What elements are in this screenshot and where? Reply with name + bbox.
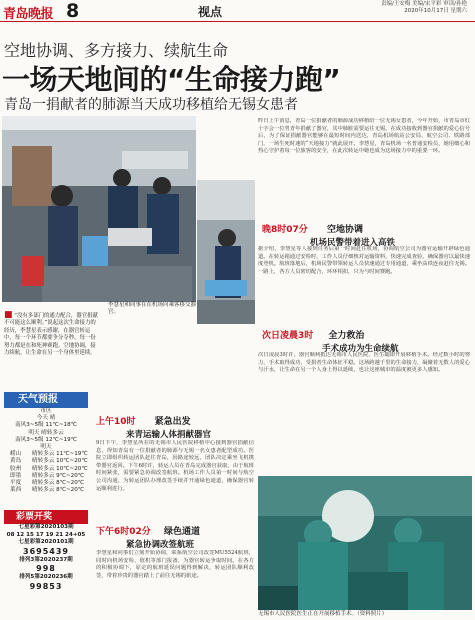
issue-date: 2020年10月17日 星期六 [404,8,467,14]
time-heading-2 [96,524,200,550]
time-sub: 机场民警带着进入高铁 [310,238,396,248]
time-label: 下午6时02分 [96,527,151,537]
city-name: 莱西 [10,487,22,494]
time-heading-1 [96,414,211,440]
city-forecast: 晴转多云 10℃~20℃ [32,458,88,465]
page-number: 8 [66,0,80,22]
lottery-box [4,510,88,592]
time-title: 全力救治 [328,331,365,341]
surgery-illustration [258,476,472,610]
pull-quote-text: “没有多部门的通力配合，器官捐献不可能这么顺利。”说起这次生命接力的经历，李慧星表示感谢，在器官转运中，每一个环节都要争分夺秒，每一份努力都是在和死神赛跑。空地协调，接力续航，让生命在另一个身体里延续。 [4,313,98,357]
article-end: 次日凌晨3时许，器官顺利抵达无锡市人民医院，医生随即开展移植手术。经过数小时的努力，手术取得成功，受捐者生命体征平稳。这场跨越千里的生命接力，凝聚着无数人的爱心与汗水，让生命在另一个人身上得以延续，也让这座城市的温度被更多人感知。 [258,352,470,374]
weather-tomorrow: 明天 晴转多云 [28,429,64,436]
city-forecast: 晴转多云 8℃~20℃ [32,480,85,487]
time-title: 绿色通道 [163,527,200,537]
time-heading-3 [262,222,395,248]
city-forecast: 晴转多云 9℃~20℃ [32,472,85,479]
weather-box [4,392,88,512]
time-title: 空地协调 [326,225,363,235]
city-name: 即墨 [10,472,22,479]
airport-photo-caption: 李慧星和同事在在机场向乘客移交器官。 [108,302,197,315]
weather-area: 市区 [40,408,52,414]
weather-city [4,458,88,465]
transport-illustration [197,180,255,324]
time-sub: 紧急协调改签航班 [126,540,195,550]
time-sub: 来青运输人体捐献器官 [126,430,212,440]
hospital-photo [258,476,472,610]
quote-mark-icon: ■ [4,310,13,320]
subhead: 青岛一捐献者的肺源当天成功移植给无锡女患者 [4,97,298,113]
city-name: 黄岛 [10,458,22,465]
lottery-label: 七星彩第2020101期 [18,539,74,546]
article-left-bottom: 李慧星和同事们立刻开始协调，联系航空公司改签MU5524航班，同时向机场安检、值机等部门报备，为器官转运争取时间。在各方的积极协调下，原定的航班延误问题得到解决，转运团队顺利改签，带着珍贵的器官踏上了前往无锡的旅途。 [96,550,254,579]
weather-city [4,487,88,494]
lottery-numbers: 998 [36,564,56,574]
hospital-photo-caption: 无锡市人民医院医生正在开展移植手术。（资料照片） [258,611,388,617]
article-left: 9日下午，李慧星所在的无锡市人民医院移植中心接到器官捐献信息，得知青岛有一位捐献者的肺源与无锡一名女患者配型成功。医院立即组织转运团队赶往青岛，因路途较远，团队决定乘坐飞机携带器官返回。下午6时许，转运人员在青岛完成器官获取，由于航班时间紧张，需要紧急协调改签航班。机场工作人员第一时间与航空公司沟通，为转运团队办理改签手续并开通绿色通道，确保器官转运顺利进行。 [96,440,254,492]
kicker: 空地协调、多方接力、续航生命 [4,41,229,60]
section-title: 视点 [198,5,223,19]
article-mid: 据介绍，李慧星等人接到任务后第一时间赶往机场，协调航空公司为器官运输开辟绿色通道。在转运箱通过安检时，工作人员仔细核对运输资料，快速完成查验，确保器官以最快速度登机。航班落地后，机场民警带领转运人员快速通过专用通道，乘坐高铁连夜赶往无锡。一路上，各方人员密切配合，环环相扣，只为与时间赛跑。 [258,246,470,275]
transport-photo [197,180,255,324]
city-forecast: 晴转多云 8℃~20℃ [32,487,85,494]
article-intro: 昨日上午消息，青岛一位捐献者的肺源成功移植给一位无锡女患者，今年开始，市青岛市红十字会一位男青年捐献了器官，其中肺脏需要运往无锡。在成功接收到器官捐献的爱心信号后，为了保证捐献器官能够在最短时间内送达，青岛机场航站公安局、航空公司、铁路部门，一场生死时速的“天地接力”就此展开。李慧星，青岛机场一名普通安检员，她用细心和热心守护着每一位旅客的安全，在此次转运中她也成为这场接力中的重要一环。 [258,118,470,155]
lottery-title: 彩票开奖 [4,510,88,524]
lottery-numbers: 99853 [29,581,63,591]
weather-today: 今天 晴 [36,415,56,422]
lottery-label: 七星彩第2020103期 [18,524,74,530]
time-heading-4 [262,328,399,354]
city-name: 平度 [10,480,22,487]
weather-city [4,466,88,473]
city-forecast: 晴转多云 11℃~19℃ [32,451,88,458]
masthead [0,0,475,22]
weather-cities-title: 明天 [40,444,52,451]
weather-title: 天气预报 [4,392,88,408]
newspaper-logo: 青岛晚报 [3,7,54,22]
time-sub: 手术成功为生命续航 [322,344,399,354]
headline: 一场天地间的“生命接力跑” [2,63,341,96]
lottery-label: 排列5第2020236期 [19,574,73,581]
time-label: 次日凌晨3时 [262,331,314,341]
weather-tomorrow-detail: 南风3~5级 12℃~19℃ [15,436,77,443]
lottery-numbers: 08 12 15 17 19 21 24+05 [6,531,86,538]
city-name: 胶州 [10,465,22,472]
city-name: 崂山 [10,451,22,458]
lottery-numbers: 3695439 [23,546,69,556]
pull-quote [4,312,98,390]
airport-illustration [2,116,196,302]
editors-line: 责编/王安梅 美编/宋平彩 审读/孙艳 [380,1,467,7]
editors-info [381,1,467,15]
city-forecast: 晴转多云 10℃~20℃ [32,465,88,472]
time-title: 紧急出发 [154,417,191,427]
weather-city [4,473,88,480]
weather-today-detail: 南风3~5级 11℃~18℃ [15,422,77,429]
time-label: 上午10时 [96,417,136,427]
time-label: 晚8时07分 [262,225,308,235]
lottery-label: 排列3第2020237期 [19,556,73,563]
airport-photo [2,116,196,302]
